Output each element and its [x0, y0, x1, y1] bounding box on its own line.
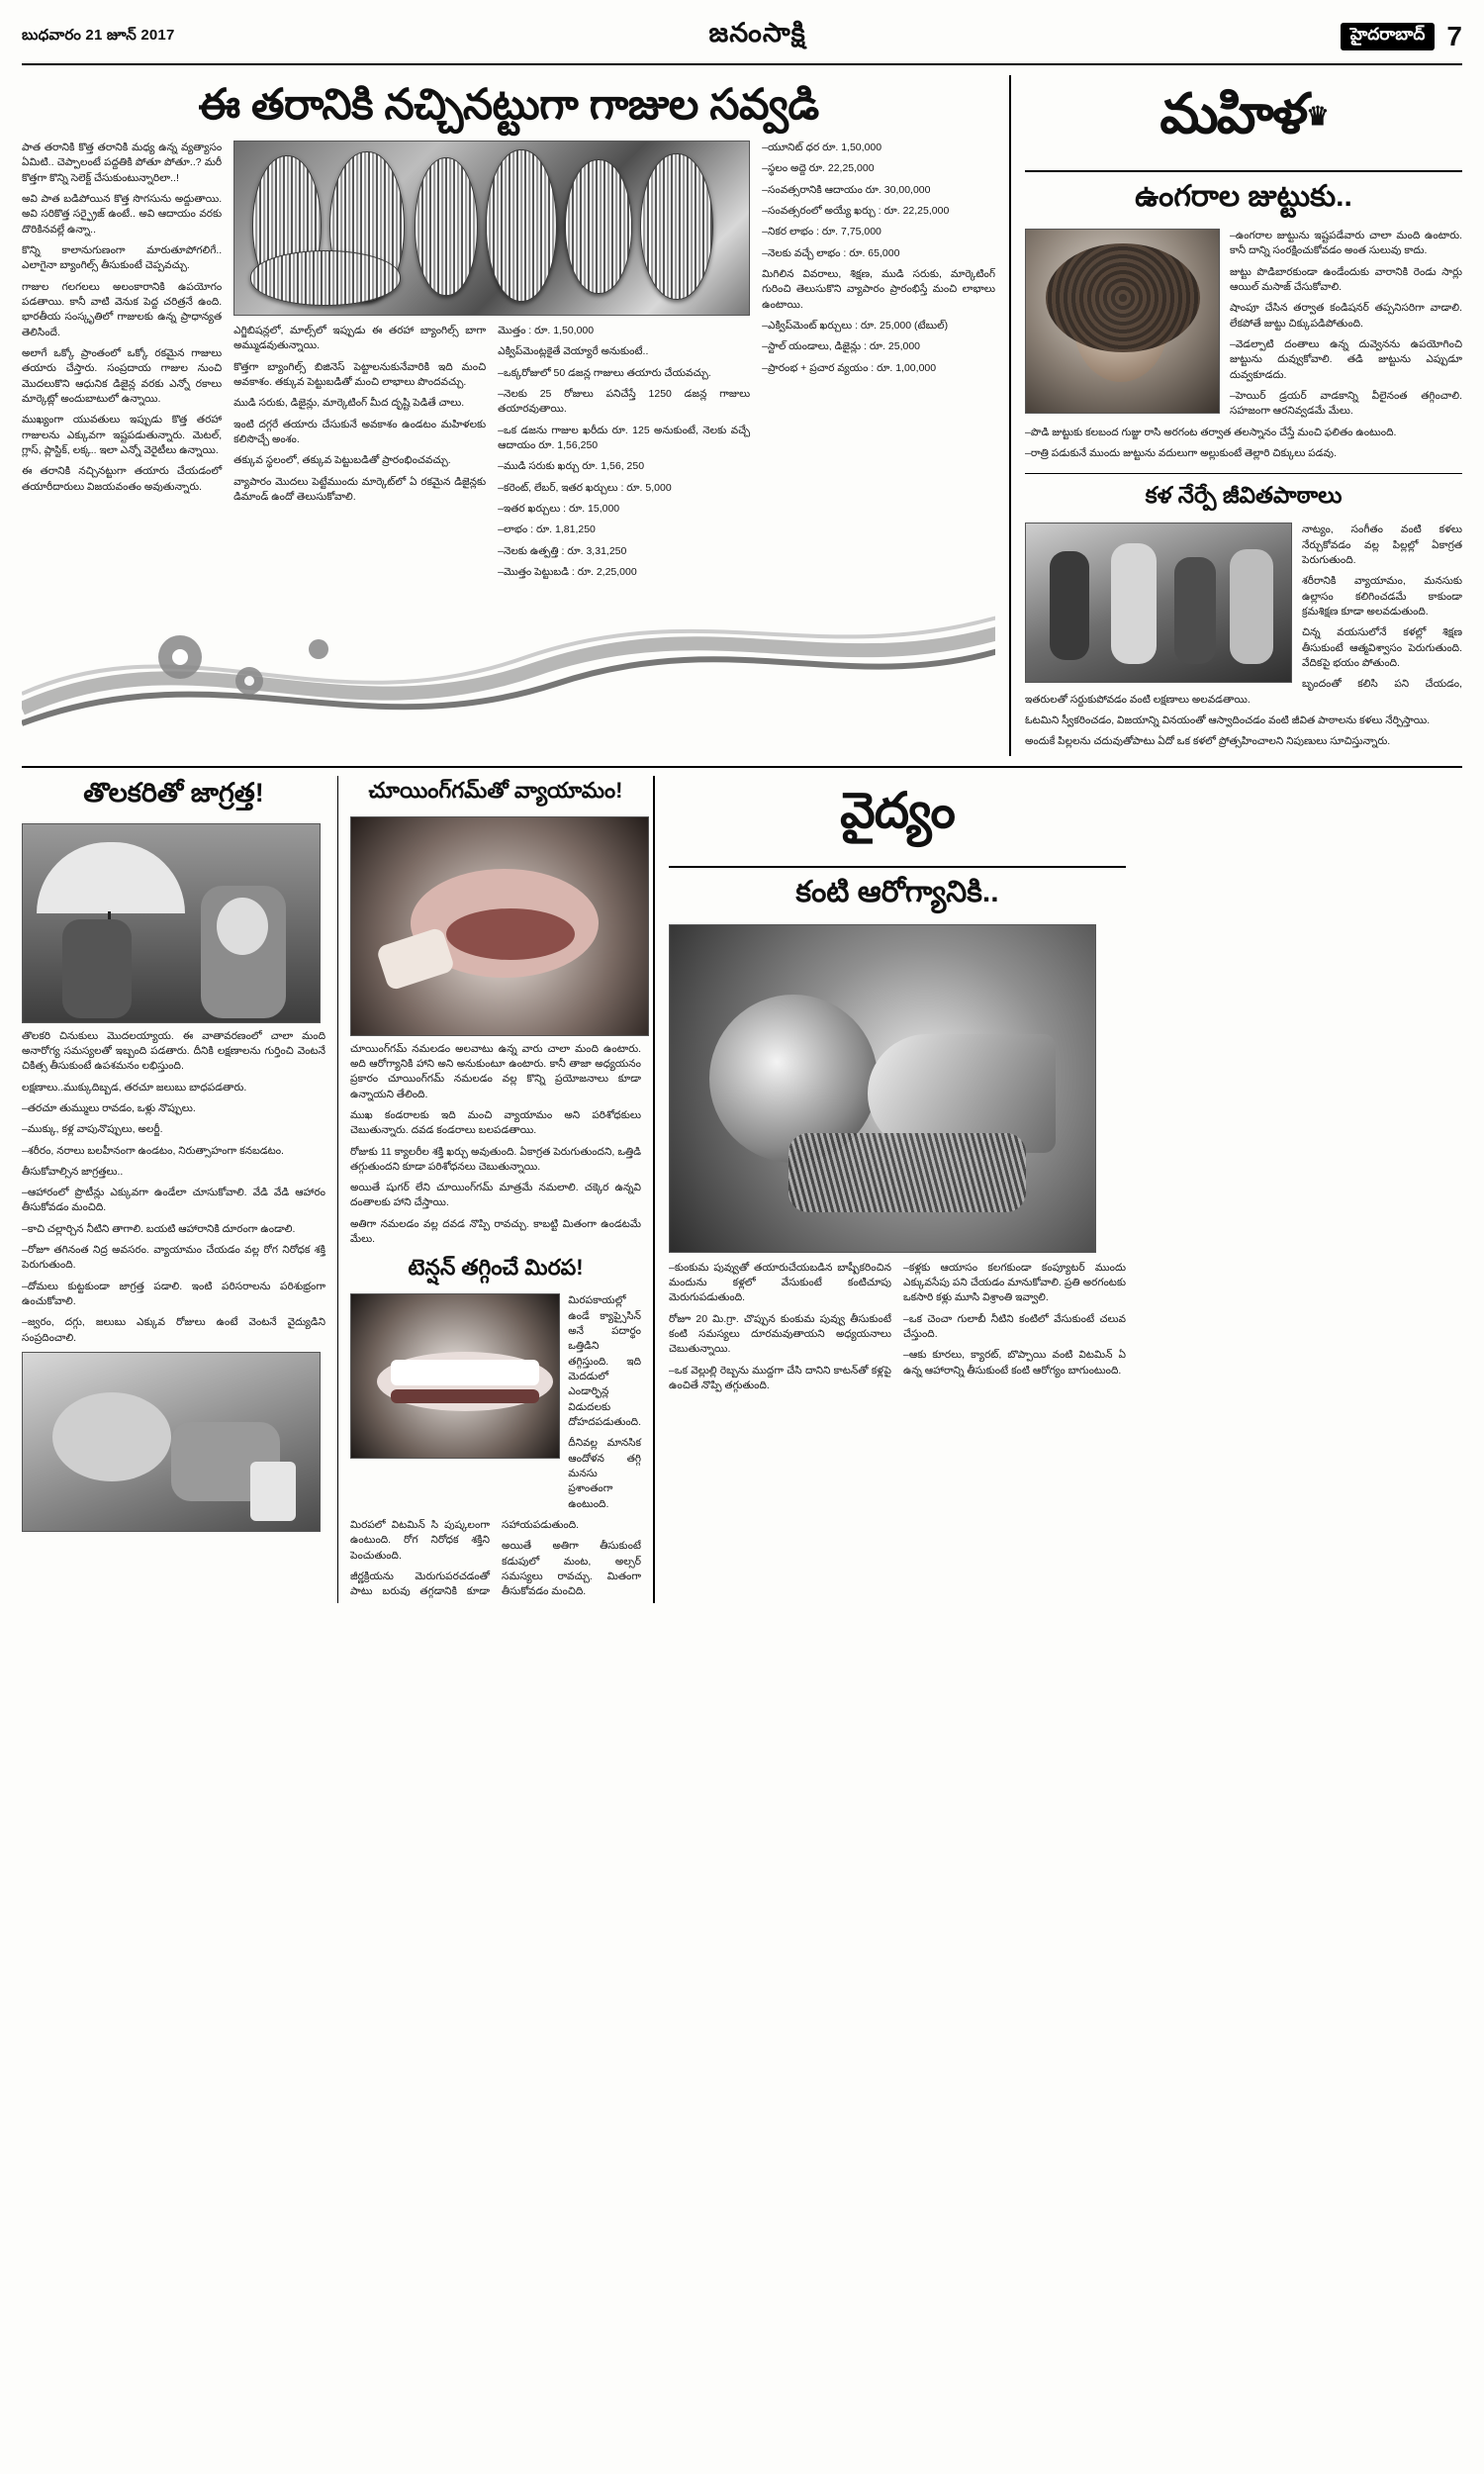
- cost-line: –స్టాల్ యండాలు, డిజైన్లు : రూ. 25,000: [762, 340, 921, 353]
- lead-para: ఇంటి దగ్గరే తయారు చేసుకునే అవకాశం ఉండటం మహిళలకు కలిసొచ్చే అంశం.: [233, 418, 487, 446]
- tension-text-cont: [350, 1518, 641, 1603]
- cost-line: –నికర లాభం : రూ. 7,75,000: [762, 226, 881, 238]
- rain-title: తొలకరితో జాగ్రత్త!: [83, 777, 264, 808]
- tip-line: –ఆకు కూరలు, క్యారట్, బొప్పాయి వంటి విటమిన్ ఏ ఉన్న ఆహారాన్ని తీసుకుంటే కంటి ఆరోగ్యం బాగుంటుంది.: [903, 1349, 1126, 1377]
- tip-line: అతిగా నమలడం వల్ల దవడ నొప్పి రావచ్చు. కాబట్టి మితంగా ఉండటమే మేలు.: [350, 1217, 641, 1246]
- cost-line: –స్థలం అద్దె రూ. 22,25,000: [762, 162, 875, 175]
- tension-title: టెన్షన్ తగ్గించే మిరప!: [408, 1255, 584, 1281]
- tip-line: –జ్వరం, దగ్గు, జలుబు ఎక్కువ రోజులు ఉంటే వెంటనే వైద్యుడిని సంప్రదించాలి.: [22, 1316, 325, 1344]
- tip-line: –కాచి చల్లార్చిన నీటిని తాగాలి. బయటి ఆహారానికి దూరంగా ఉండాలి.: [22, 1222, 296, 1235]
- tip-line: అయితే అతిగా తీసుకుంటే కడుపులో మంట, అల్సర్ సమస్యలు రావచ్చు. మితంగా తీసుకోవడం మంచిది.: [502, 1540, 641, 1598]
- edition-city: హైదరాబాద్: [1341, 23, 1436, 50]
- cost-line: –ఇతర ఖర్చులు : రూ. 15,000: [498, 503, 620, 516]
- cost-line: –నెలకు ఉత్పత్తి : రూ. 3,31,250: [498, 544, 627, 557]
- masthead-right: [1341, 21, 1462, 52]
- dance-group-photo: [1025, 523, 1292, 683]
- tip-line: –ముక్కు, కళ్ల వాపునొప్పులు, అలర్జీ.: [22, 1123, 163, 1136]
- lead-para: వ్యాపారం మొదలు పెట్టేముందు మార్కెట్‌లో ఏ రకమైన డిజైన్లకు డిమాండ్ ఉందో తెలుసుకోవాలి.: [233, 475, 487, 504]
- tip-line: –కళ్లకు ఆయాసం కలగకుండా కంప్యూటర్ ముందు ఎక్కువసేపు పని చేయడం మానుకోవాలి. ప్రతి అరగంటకు ఒకసారి కళ్లు మూసి విశ్రాంతి ఇవ్వాలి.: [903, 1261, 1126, 1304]
- tip-line: –కుంకుమ పువ్వుతో తయారుచేయబడిన బాష్పీకరించిన మందును కళ్లలో వేసుకుంటే కంటిచూపు మెరుగుపడుతుంది.: [669, 1261, 891, 1304]
- tip-line: చూయింగ్‌గమ్ నమలడం అలవాటు ఉన్న వారు చాలా మంది ఉంటారు. అది ఆరోగ్యానికి హాని అని అనుకుంటూ ఉంటారు. కానీ తాజా అధ్యయనం ప్రకారం చూయింగ్‌గమ్ నమలడం వల్ల కొన్ని ప్రయోజనాలు కూడా ఉన్నాయని తేలింది.: [350, 1042, 641, 1100]
- page-number: 7: [1446, 21, 1462, 51]
- decorative-swirl: [22, 590, 995, 738]
- lead-para: ఈ తరానికి నచ్చినట్టుగా తయారు చేయడంలో తయారీదారులు విజయవంతం అవుతున్నారు.: [22, 465, 223, 493]
- sick-person-photo: [22, 1352, 321, 1532]
- tip-line: నాట్యం, సంగీతం వంటి కళలు నేర్చుకోవడం వల్ల పిల్లల్లో ఏకాగ్రత పెరుగుతుంది.: [1302, 523, 1462, 566]
- lead-headline: ఈ తరానికి నచ్చినట్టుగా గాజుల సవ్వడి: [198, 81, 819, 129]
- publication-logo: జనంసాక్షి: [708, 18, 806, 48]
- tip-line: రోజుకు 11 క్యాలరీల శక్తి ఖర్చు అవుతుంది. ఏకాగ్రత పెరుగుతుందని, ఒత్తిడి తగ్గుతుందని కూడా పరిశోధనలు చెబుతున్నాయి.: [350, 1145, 641, 1173]
- chewing-gum-photo: [350, 816, 649, 1036]
- cost-line: –సంవత్సరంలో అయ్యే ఖర్చు : రూ. 22,25,000: [762, 205, 950, 218]
- cost-line: మొత్తం : రూ. 1,50,000: [498, 325, 595, 337]
- cost-line: –మొత్తం పెట్టుబడి : రూ. 2,25,000: [498, 566, 637, 579]
- cost-line: –ఒక్కరోజులో 50 డజన్ల గాజులు తయారు చేయవచ్చు.: [498, 366, 711, 379]
- cost-line: –ఒక డజను గాజుల ఖరీదు రూ. 125 అనుకుంటే, నెలకు వచ్చే ఆదాయం రూ. 1,56,250: [498, 424, 751, 452]
- tip-line: దీనివల్ల మానసిక ఆందోళన తగ్గి మనసు ప్రశాంతంగా ఉంటుంది.: [568, 1437, 641, 1510]
- tip-line: మిరపకాయల్లో ఉండే క్యాప్సైసిన్ అనే పదార్థం ఒత్తిడిని తగ్గిస్తుంది. ఇది మెదడులో ఎండార్ఫిన్ల విడుదలకు దోహదపడుతుంది.: [568, 1294, 641, 1429]
- main-grid: [22, 75, 1462, 756]
- tip-line: అందుకే పిల్లలను చదువుతోపాటు ఏదో ఒక కళలో ప్రోత్సహించాలని నిపుణులు సూచిస్తున్నారు.: [1025, 735, 1391, 748]
- cost-line: –కరెంట్, లేబర్, ఇతర ఖర్చులు : రూ. 5,000: [498, 481, 672, 494]
- masthead: [22, 18, 1462, 65]
- divider: [1025, 473, 1462, 474]
- tip-line: అయితే షుగర్ లేని చూయింగ్‌గమ్ మాత్రమే నమలాలి. చక్కెర ఉన్నవి దంతాలకు హాని చేస్తాయి.: [350, 1182, 641, 1209]
- crown-icon: ♛: [1306, 101, 1328, 131]
- gum-text: [350, 1042, 641, 1248]
- cost-line: –యూనిట్ ధర రూ. 1,50,000: [762, 142, 882, 154]
- tip-line: –రాత్రి పడుకునే ముందు జుట్టును వదులుగా అల్లుకుంటే తెల్లారి చిక్కులు పడవు.: [1025, 446, 1337, 459]
- tip-line: చిన్న వయసులోనే కళల్లో శిక్షణ తీసుకుంటే ఆత్మవిశ్వాసం పెరుగుతుంది. వేదికపై భయం పోతుంది.: [1302, 626, 1462, 669]
- lead-para: ముఖ్యంగా యువతులు ఇప్పుడు కొత్త తరహా గాజులను ఎక్కువగా ఇష్టపడుతున్నారు. మెటల్, గ్లాస్, ప్లాస్టిక్, లక్క.. ఇలా ఎన్నో వెరైటీలు ఉన్నాయి.: [22, 414, 223, 457]
- divider: [669, 866, 1126, 868]
- lead-column-1: [22, 141, 222, 586]
- tip-line: –రోజూ తగినంత నిద్ర అవసరం. వ్యాయామం చేయడం వల్ల రోగ నిరోధక శక్తి పెరుగుతుంది.: [22, 1244, 325, 1272]
- divider: [1025, 170, 1462, 172]
- tip-line: –వెడల్పాటి దంతాలు ఉన్న దువ్వెనను ఉపయోగించి జుట్టును దువ్వుకోవాలి. తడి జుట్టును ఎప్పుడూ దువ్వకూడదు.: [1230, 337, 1462, 381]
- rain-article: [22, 776, 338, 1603]
- tip-line: ఓటమిని స్వీకరించడం, విజయాన్ని వినయంతో ఆస్వాదించడం వంటి జీవిత పాఠాలను కళలు నేర్పిస్తాయి.: [1025, 714, 1431, 726]
- tip-line: శరీరానికి వ్యాయామం, మనసుకు ఉల్లాసం కలిగించడమే కాకుండా క్రమశిక్షణ కూడా అలవడుతుంది.: [1302, 575, 1462, 618]
- cost-line: –ముడి సరుకు ఖర్చు రూ. 1,56, 250: [498, 460, 645, 473]
- tip-line: –పొడి జుట్టుకు కలబంద గుజ్జు రాసి అరగంట తర్వాత తలస్నానం చేస్తే మంచి ఫలితం ఉంటుంది.: [1025, 426, 1397, 438]
- lead-column-4: [762, 141, 995, 586]
- mahila-section: [1011, 75, 1462, 756]
- tip-line: –శరీరం, నరాలు బలహీనంగా ఉండటం, నిరుత్సాహంగా కనబడటం.: [22, 1144, 284, 1157]
- mahila-logo: [1025, 75, 1462, 162]
- lead-para: కొత్తగా బ్యాంగిల్స్ బిజినెస్ పెట్టాలనుకునేవారికి ఇది మంచి అవకాశం. తక్కువ పెట్టుబడితో మంచి లాభాలు పొందవచ్చు.: [233, 360, 487, 389]
- lead-para: పాత తరానికి కొత్త తరానికి మధ్య ఉన్న వ్యత్యాసం ఏమిటి.. చెప్పాలంటే పద్దతికి పోతూ పోతూ..? మరీ కొత్తగా కొన్ని సెలెక్ట్ చేసుకుంటున్నారిలా..!: [22, 142, 223, 184]
- cost-line: ఎక్విప్‌మెంట్లకైతే వెయ్యారే అనుకుంటే..: [498, 345, 649, 358]
- arts-body: [1025, 523, 1462, 755]
- tip-line: లక్షణాలు..ముక్కుదిబ్బడ, తరచూ జలుబు బాధపడతారు.: [22, 1081, 247, 1094]
- tip-line: బృందంతో కలిసి పని చేయడం, ఇతరులతో సర్దుకుపోవడం వంటి లక్షణాలు అలవడతాయి.: [1025, 678, 1462, 706]
- arts-title: కళ నేర్పే జీవితపాఠాలు: [1145, 482, 1343, 509]
- smiling-teeth-photo: [350, 1293, 560, 1459]
- lead-para: ముడి సరుకు, డిజైన్లు, మార్కెటింగ్ మీద దృష్టి పెడితే చాలు.: [233, 397, 465, 410]
- tension-text: [568, 1293, 641, 1518]
- tip-line: –హెయిర్ డ్రయర్ వాడకాన్ని వీలైనంత తగ్గించాలి. సహజంగా ఆరనివ్వడమే మేలు.: [1230, 389, 1462, 418]
- tip-line: –ఒక వెల్లుల్లి రెబ్బను ముద్దగా చేసి దానిని కాటన్‌తో కళ్లపై ఉంచితే నొప్పి తగ్గుతుంది.: [669, 1364, 891, 1391]
- vaidyam-section: [655, 776, 1126, 1603]
- tip-line: –ఒక చెంచా గులాబీ నీటిని కంటిలో వేసుకుంటే చలువ చేస్తుంది.: [903, 1312, 1126, 1340]
- tip-line: తీసుకోవాల్సిన జాగ్రత్తలు..: [22, 1165, 124, 1178]
- lead-story: [22, 75, 1011, 756]
- rain-umbrella-photo: [22, 823, 321, 1023]
- lead-para: కొన్ని కాలానుగుణంగా మారుతూపోగలిగే.. ఎలాగైనా బ్యాంగిల్స్ తీసుకుంటే చెప్పవచ్చు.: [22, 244, 223, 272]
- tip-line: –తరచూ తుమ్ములు రావడం, ఒళ్లు నొప్పులు.: [22, 1101, 196, 1114]
- tip-line: తొలకరి చినుకులు మొదలయ్యాయ. ఈ వాతావరణంలో చాలా మంది అనారోగ్య సమస్యలతో ఇబ్బంది పడతారు. దీనికి లక్షణాలను గుర్తించి వెంటనే చికిత్స తీసుకుంటే ఉపశమనం లభిస్తుంది.: [22, 1029, 325, 1073]
- saffron-flower-photo: [669, 924, 1096, 1253]
- tip-line: మిరపలో విటమిన్ సి పుష్కలంగా ఉంటుంది. రోగ నిరోధక శక్తిని పెంచుతుంది.: [350, 1519, 490, 1562]
- publication-date: బుధవారం 21 జూన్ 2017: [22, 26, 175, 44]
- mahila-logo-text: మహిళ: [1159, 82, 1307, 144]
- hair-care-title: ఉంగరాల జుట్టుకు..: [1135, 180, 1352, 213]
- woman-curly-hair-photo: [1025, 229, 1220, 414]
- cost-line: –లాభం : రూ. 1,81,250: [498, 523, 596, 536]
- lead-para: గాజుల గలగలలు అలంకారానికి ఉపయోగం పడతాయి. కానీ వాటి వెనుక పెద్ద చరిత్రనే ఉంది. భారతీయ సంస్కృతిలో గాజులకు ఉన్న ప్రాధాన్యత తెలిసిందే.: [22, 280, 223, 338]
- eye-health-title: కంటి ఆరోగ్యానికి..: [795, 875, 999, 908]
- cost-line: –నెలకు వచ్చే లాభం : రూ. 65,000: [762, 246, 900, 259]
- tip-line: ముఖ కండరాలకు ఇది మంచి వ్యాయామం అని పరిశోధకులు చెబుతున్నారు. దవడ కండరాలు బలపడతాయి.: [350, 1108, 641, 1137]
- bangles-photo: [233, 141, 750, 316]
- lead-para: అలాగే ఒక్కో ప్రాంతంలో ఒక్కో రకమైన గాజులు తయారు చేస్తారు. సంప్రదాయ గాజుల నుంచి మొదలుకొని ఆధునిక డిజైన్ల వరకు ఎన్నో రకాలు మార్కెట్లో అందుబాటులో ఉన్నాయి.: [22, 347, 223, 406]
- lead-top-area: [22, 141, 995, 586]
- gum-article: [338, 776, 655, 1603]
- cost-line: –సంవత్సరానికి ఆదాయం రూ. 30,00,000: [762, 183, 931, 196]
- tip-line: రోజూ 20 మి.గ్రా. చొప్పున కుంకుమ పువ్వు తీసుకుంటే కంటి సమస్యలు దూరమవుతాయని అధ్యయనాలు చెబుతున్నాయి.: [669, 1312, 891, 1356]
- lead-column-2: [233, 324, 486, 586]
- tip-line: జుట్టు పొడిబారకుండా ఉండేందుకు వారానికి రెండు సార్లు ఆయిల్ మసాజ్ చేసుకోవాలి.: [1230, 265, 1462, 293]
- eye-health-text: [669, 1261, 1126, 1394]
- tip-line: –దోమలు కుట్టకుండా జాగ్రత్త పడాలి. ఇంటి పరిసరాలను పరిశుభ్రంగా ఉంచుకోవాలి.: [22, 1280, 325, 1308]
- lead-para: అవి పాత బడిపోయిన కొత్త సొగసును అద్దుతాయి. అవి సరికొత్త సర్ఫ్రైజ్ ఉంటే.. అవి ఆదాయం వరకు దొరికినవల్లే ఉన్నా..: [22, 193, 223, 236]
- lead-para: ఎగ్జిబిషన్లలో, మాల్స్‌లో ఇప్పుడు ఈ తరహా బ్యాంగిల్స్ బాగా అమ్ముడవుతున్నాయి.: [233, 325, 487, 352]
- bottom-grid: [22, 766, 1462, 1603]
- tip-line: జీర్ణక్రియను మెరుగుపరచడంతో పాటు బరువు తగ్గడానికి కూడా సహాయపడుతుంది.: [350, 1519, 580, 1598]
- tip-line: షాంపూ చేసిన తర్వాత కండిషనర్ తప్పనిసరిగా వాడాలి. లేకపోతే జుట్టు చిక్కుపడిపోతుంది.: [1230, 302, 1462, 330]
- lead-para: తక్కువ స్థలంలో, తక్కువ పెట్టుబడితో ప్రారంభించవచ్చు.: [233, 454, 451, 467]
- lead-column-3: [498, 324, 750, 586]
- tip-line: –ఉంగరాల జుట్టును ఇష్టపడేవారు చాలా మంది ఉంటారు. కానీ దాన్ని సంరక్షించుకోవడం అంత సులువు కాదు.: [1230, 230, 1462, 257]
- cost-line: –ఎక్విప్‌మెంట్ ఖర్చులు : రూ. 25,000 (టేబుల్): [762, 320, 949, 333]
- hair-care-body: [1025, 229, 1462, 467]
- tip-line: –ఆహారంలో ప్రొటీన్లు ఎక్కువగా ఉండేలా చూసుకోవాలి. వేడి వేడి ఆహారం తీసుకోవడం మంచిది.: [22, 1187, 325, 1214]
- cost-line: మిగిలిన వివరాలు, శిక్షణ, ముడి సరుకు, మార్కెటింగ్ గురించి తెలుసుకొని వ్యాపారం ప్రారంభిస్తే మంచి లాభాలు ఉంటాయి.: [762, 268, 995, 311]
- cost-line: –ప్రారంభ + ప్రచార వ్యయం : రూ. 1,00,000: [762, 361, 937, 374]
- vaidyam-logo: వైద్యం: [840, 782, 955, 838]
- cost-line: –నెలకు 25 రోజులు పనిచేస్తే 1250 డజన్ల గాజులు తయారవుతాయి.: [498, 388, 751, 416]
- rain-text: [22, 1029, 325, 1347]
- gum-title: చూయింగ్‌గమ్‌తో వ్యాయామం!: [368, 777, 623, 803]
